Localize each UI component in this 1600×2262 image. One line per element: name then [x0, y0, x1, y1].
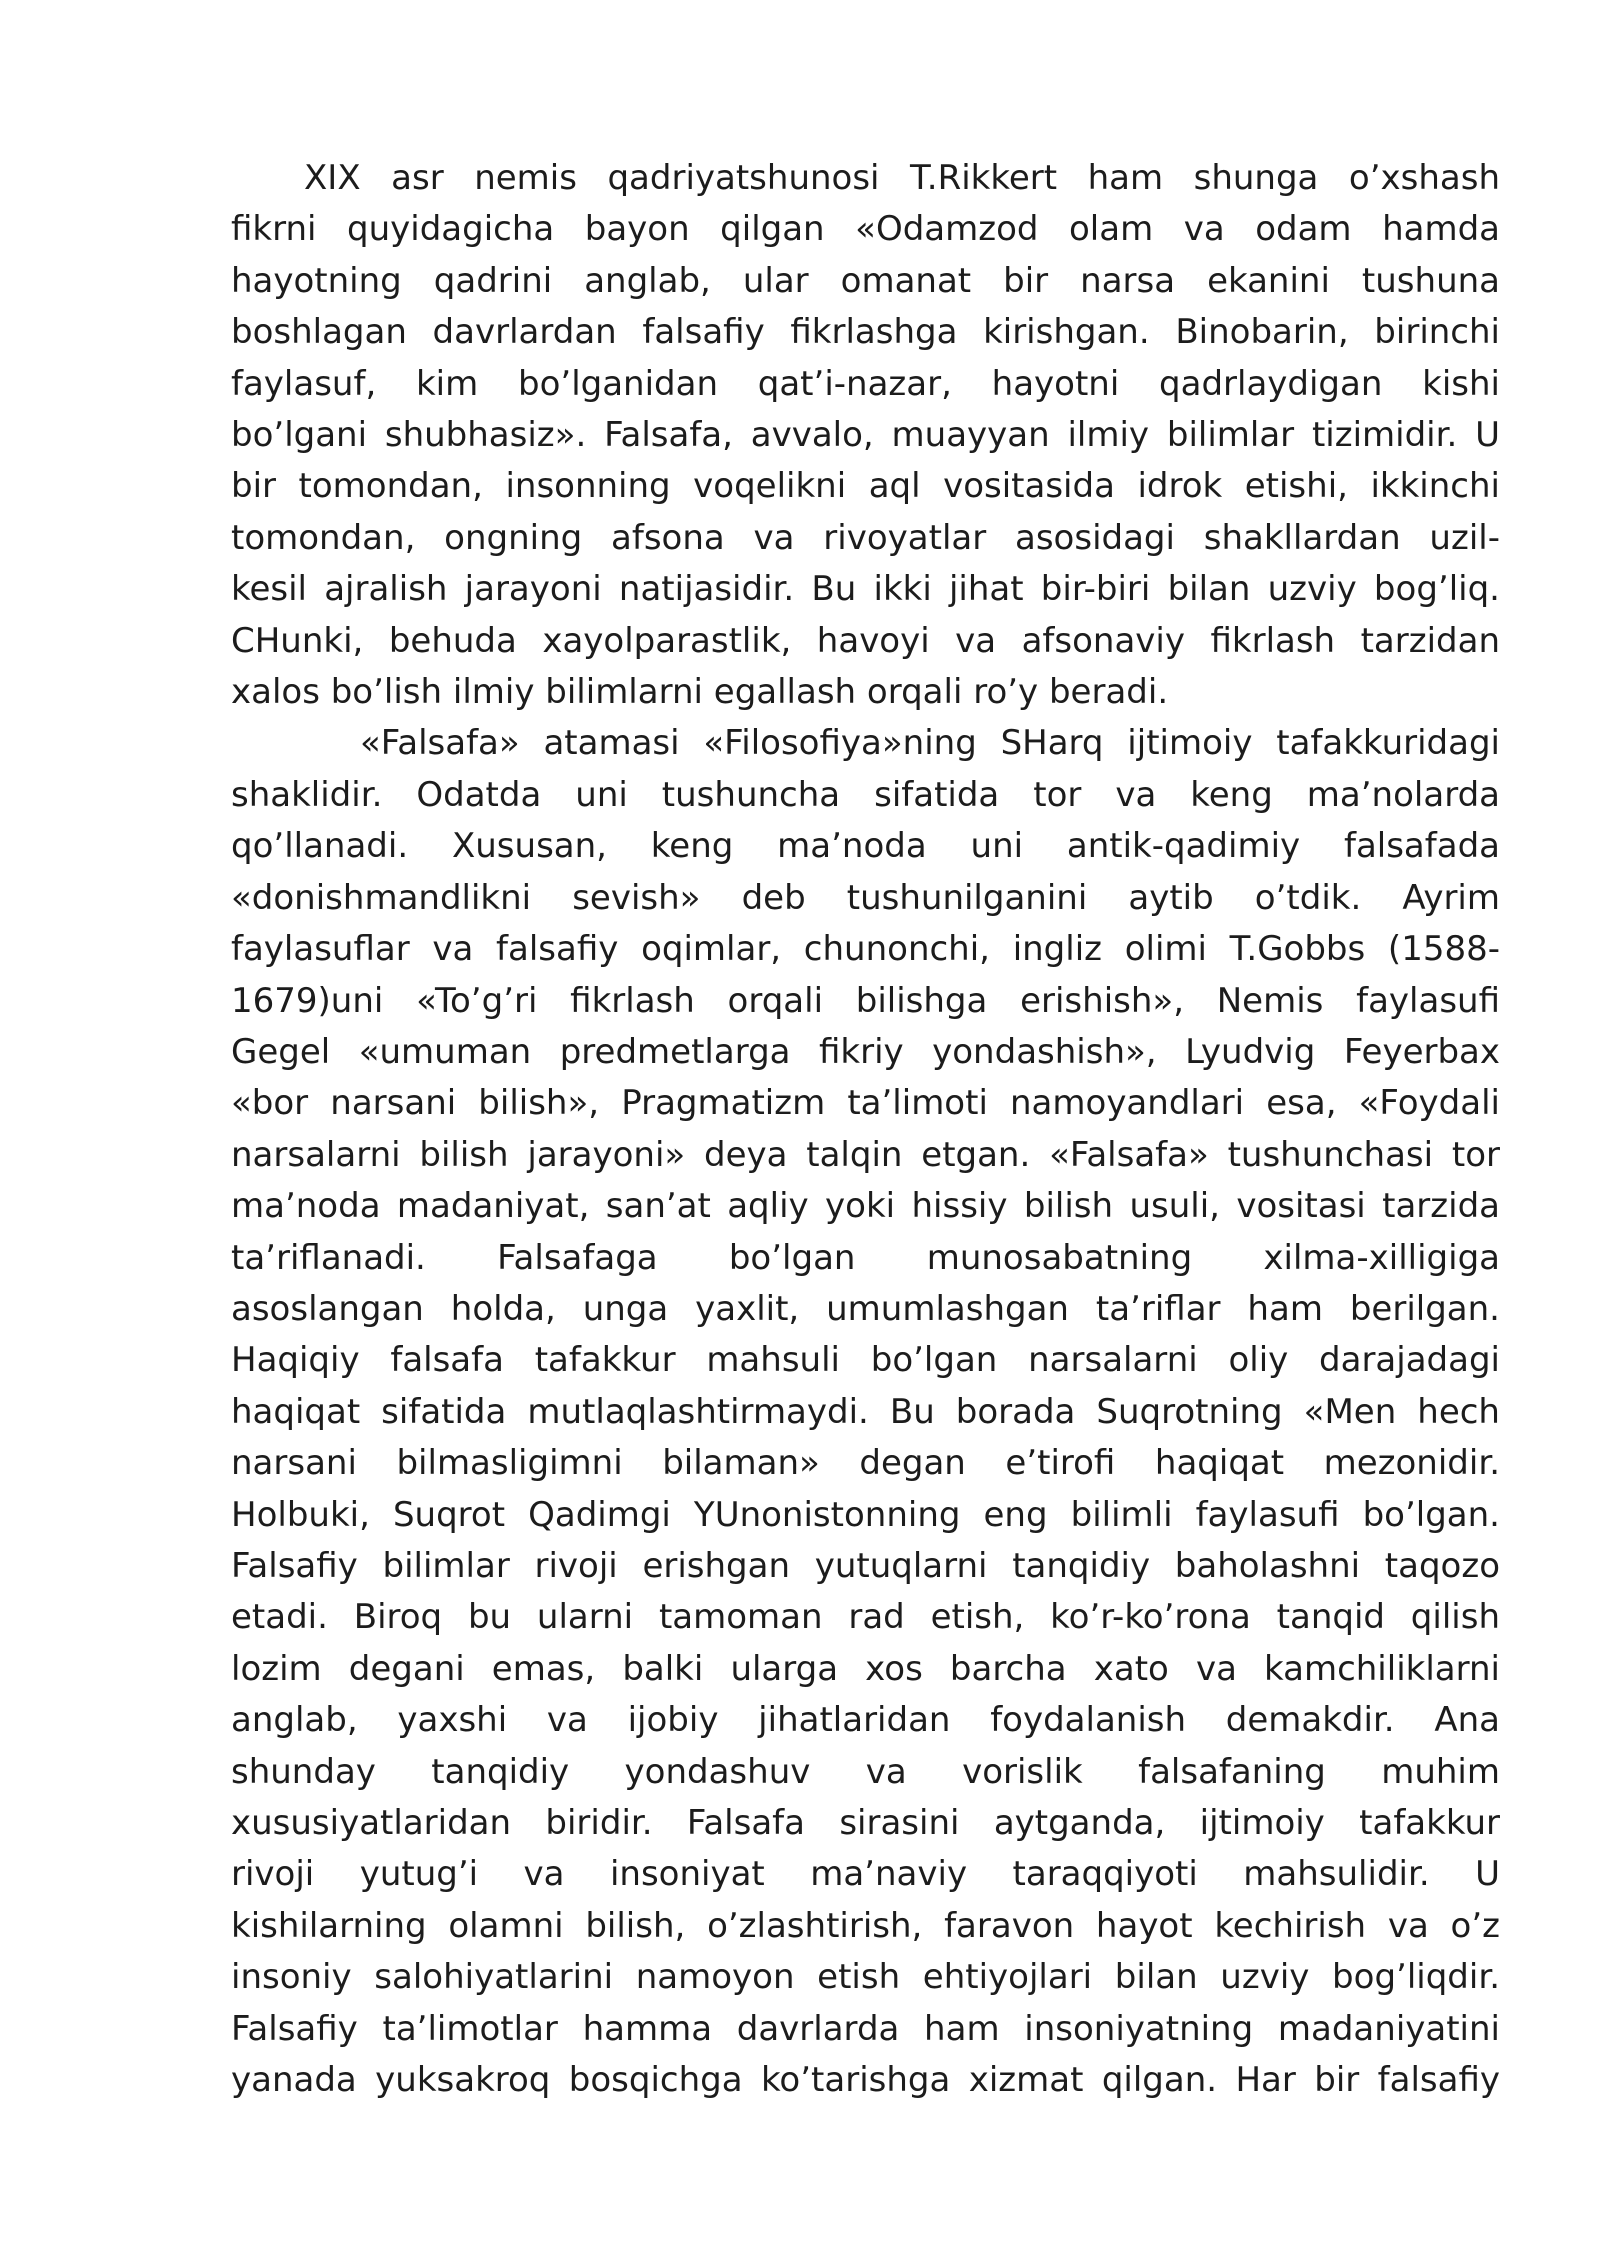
text-line: Gegel «umuman predmetlarga fikriy yondashish», Lyudvig Feyerbax	[231, 1031, 1500, 1072]
text-line: bir tomondan, insonning voqelikni aql vositasida idrok etishi, ikkinchi	[231, 466, 1500, 507]
text-line: yanada yuksakroq bosqichga ko’tarishga xizmat qilgan. Har bir falsafiy	[231, 2060, 1500, 2101]
text-line: kishilarning olamni bilish, o’zlashtirish, faravon hayot kechirish va o’z	[231, 1905, 1500, 1946]
text-line: «Falsafa» atamasi «Filosofiya»ning SHarq ijtimoiy tafakkuridagi	[360, 723, 1500, 764]
text-line: xususiyatlaridan biridir. Falsafa sirasini aytganda, ijtimoiy tafakkur	[231, 1803, 1500, 1843]
text-line: ma’noda madaniyat, san’at aqliy yoki hissiy bilish usuli, vositasi tarzida	[231, 1186, 1500, 1227]
paragraph-2	[231, 718, 1500, 2106]
text-line: shunday tanqidiy yondashuv va vorislik falsafaning muhim	[231, 1751, 1500, 1792]
text-line: anglab, yaxshi va ijobiy jihatlaridan foydalanish demakdir. Ana	[231, 1700, 1500, 1741]
text-line: 1679)uni «To’g’ri fikrlash orqali bilishga erishish», Nemis faylasufi	[231, 980, 1500, 1021]
text-line: rivoji yutug’i va insoniyat ma’naviy taraqqiyoti mahsulidir. U	[231, 1854, 1500, 1895]
text-line: shaklidir. Odatda uni tushuncha sifatida tor va keng ma’nolarda	[231, 774, 1500, 815]
text-line: XIX asr nemis qadriyatshunosi T.Rikkert ham shunga o’xshash	[304, 158, 1500, 198]
text-line: hayotning qadrini anglab, ular omanat bir narsa ekanini tushuna	[231, 260, 1500, 301]
text-line: insoniy salohiyatlarini namoyon etish ehtiyojlari bilan uzviy bog’liqdir.	[231, 1957, 1500, 1998]
text-line: «bor narsani bilish», Pragmatizm ta’limoti namoyandlari esa, «Foydali	[231, 1083, 1500, 1124]
text-line: kesil ajralish jarayoni natijasidir. Bu ikki jihat bir-biri bilan uzviy bog’liq.	[231, 569, 1500, 610]
text-line: xalos bo’lish ilmiy bilimlarni egallash orqali ro’y beradi.	[231, 672, 1169, 713]
text-line: Haqiqiy falsafa tafakkur mahsuli bo’lgan narsalarni oliy darajadagi	[231, 1340, 1500, 1381]
paragraph-1	[231, 153, 1500, 718]
text-line: faylasuf, kim bo’lganidan qat’i-nazar, hayotni qadrlaydigan kishi	[231, 363, 1500, 404]
text-line: «donishmandlikni sevish» deb tushunilganini aytib o’tdik. Ayrim	[231, 877, 1500, 918]
text-line: narsani bilmasligimni bilaman» degan e’tirofi haqiqat mezonidir.	[231, 1443, 1500, 1484]
text-line: Holbuki, Suqrot Qadimgi YUnonistonning eng bilimli faylasufi bo’lgan.	[231, 1494, 1500, 1535]
text-line: tomondan, ongning afsona va rivoyatlar asosidagi shakllardan uzil-	[231, 517, 1500, 558]
text-line: Falsafiy bilimlar rivoji erishgan yutuqlarni tanqidiy baholashni taqozo	[231, 1545, 1500, 1586]
text-line: faylasuflar va falsafiy oqimlar, chunonchi, ingliz olimi T.Gobbs (1588-	[231, 929, 1500, 970]
text-line: CHunki, behuda xayolparastlik, havoyi va afsonaviy fikrlash tarzidan	[231, 620, 1500, 661]
document-body	[231, 153, 1500, 2106]
text-line: ta’riflanadi. Falsafaga bo’lgan munosabatning xilma-xilligiga	[231, 1237, 1500, 1278]
text-line: etadi. Biroq bu ularni tamoman rad etish, ko’r-ko’rona tanqid qilish	[231, 1597, 1500, 1638]
text-line: fikrni quyidagicha bayon qilgan «Odamzod olam va odam hamda	[231, 209, 1500, 250]
text-line: qo’llanadi. Xususan, keng ma’noda uni antik-qadimiy falsafada	[231, 826, 1500, 867]
text-line: lozim degani emas, balki ularga xos barcha xato va kamchiliklarni	[231, 1648, 1500, 1689]
text-line: boshlagan davrlardan falsafiy fikrlashga kirishgan. Binobarin, birinchi	[231, 312, 1500, 353]
text-line: narsalarni bilish jarayoni» deya talqin etgan. «Falsafa» tushunchasi tor	[231, 1134, 1500, 1175]
text-line: asoslangan holda, unga yaxlit, umumlashgan ta’riflar ham berilgan.	[231, 1288, 1500, 1329]
text-line: haqiqat sifatida mutlaqlashtirmaydi. Bu borada Suqrotning «Men hech	[231, 1391, 1500, 1432]
text-line: bo’lgani shubhasiz». Falsafa, avvalo, muayyan ilmiy bilimlar tizimidir. U	[231, 415, 1500, 456]
text-line: Falsafiy ta’limotlar hamma davrlarda ham insoniyatning madaniyatini	[231, 2008, 1500, 2049]
